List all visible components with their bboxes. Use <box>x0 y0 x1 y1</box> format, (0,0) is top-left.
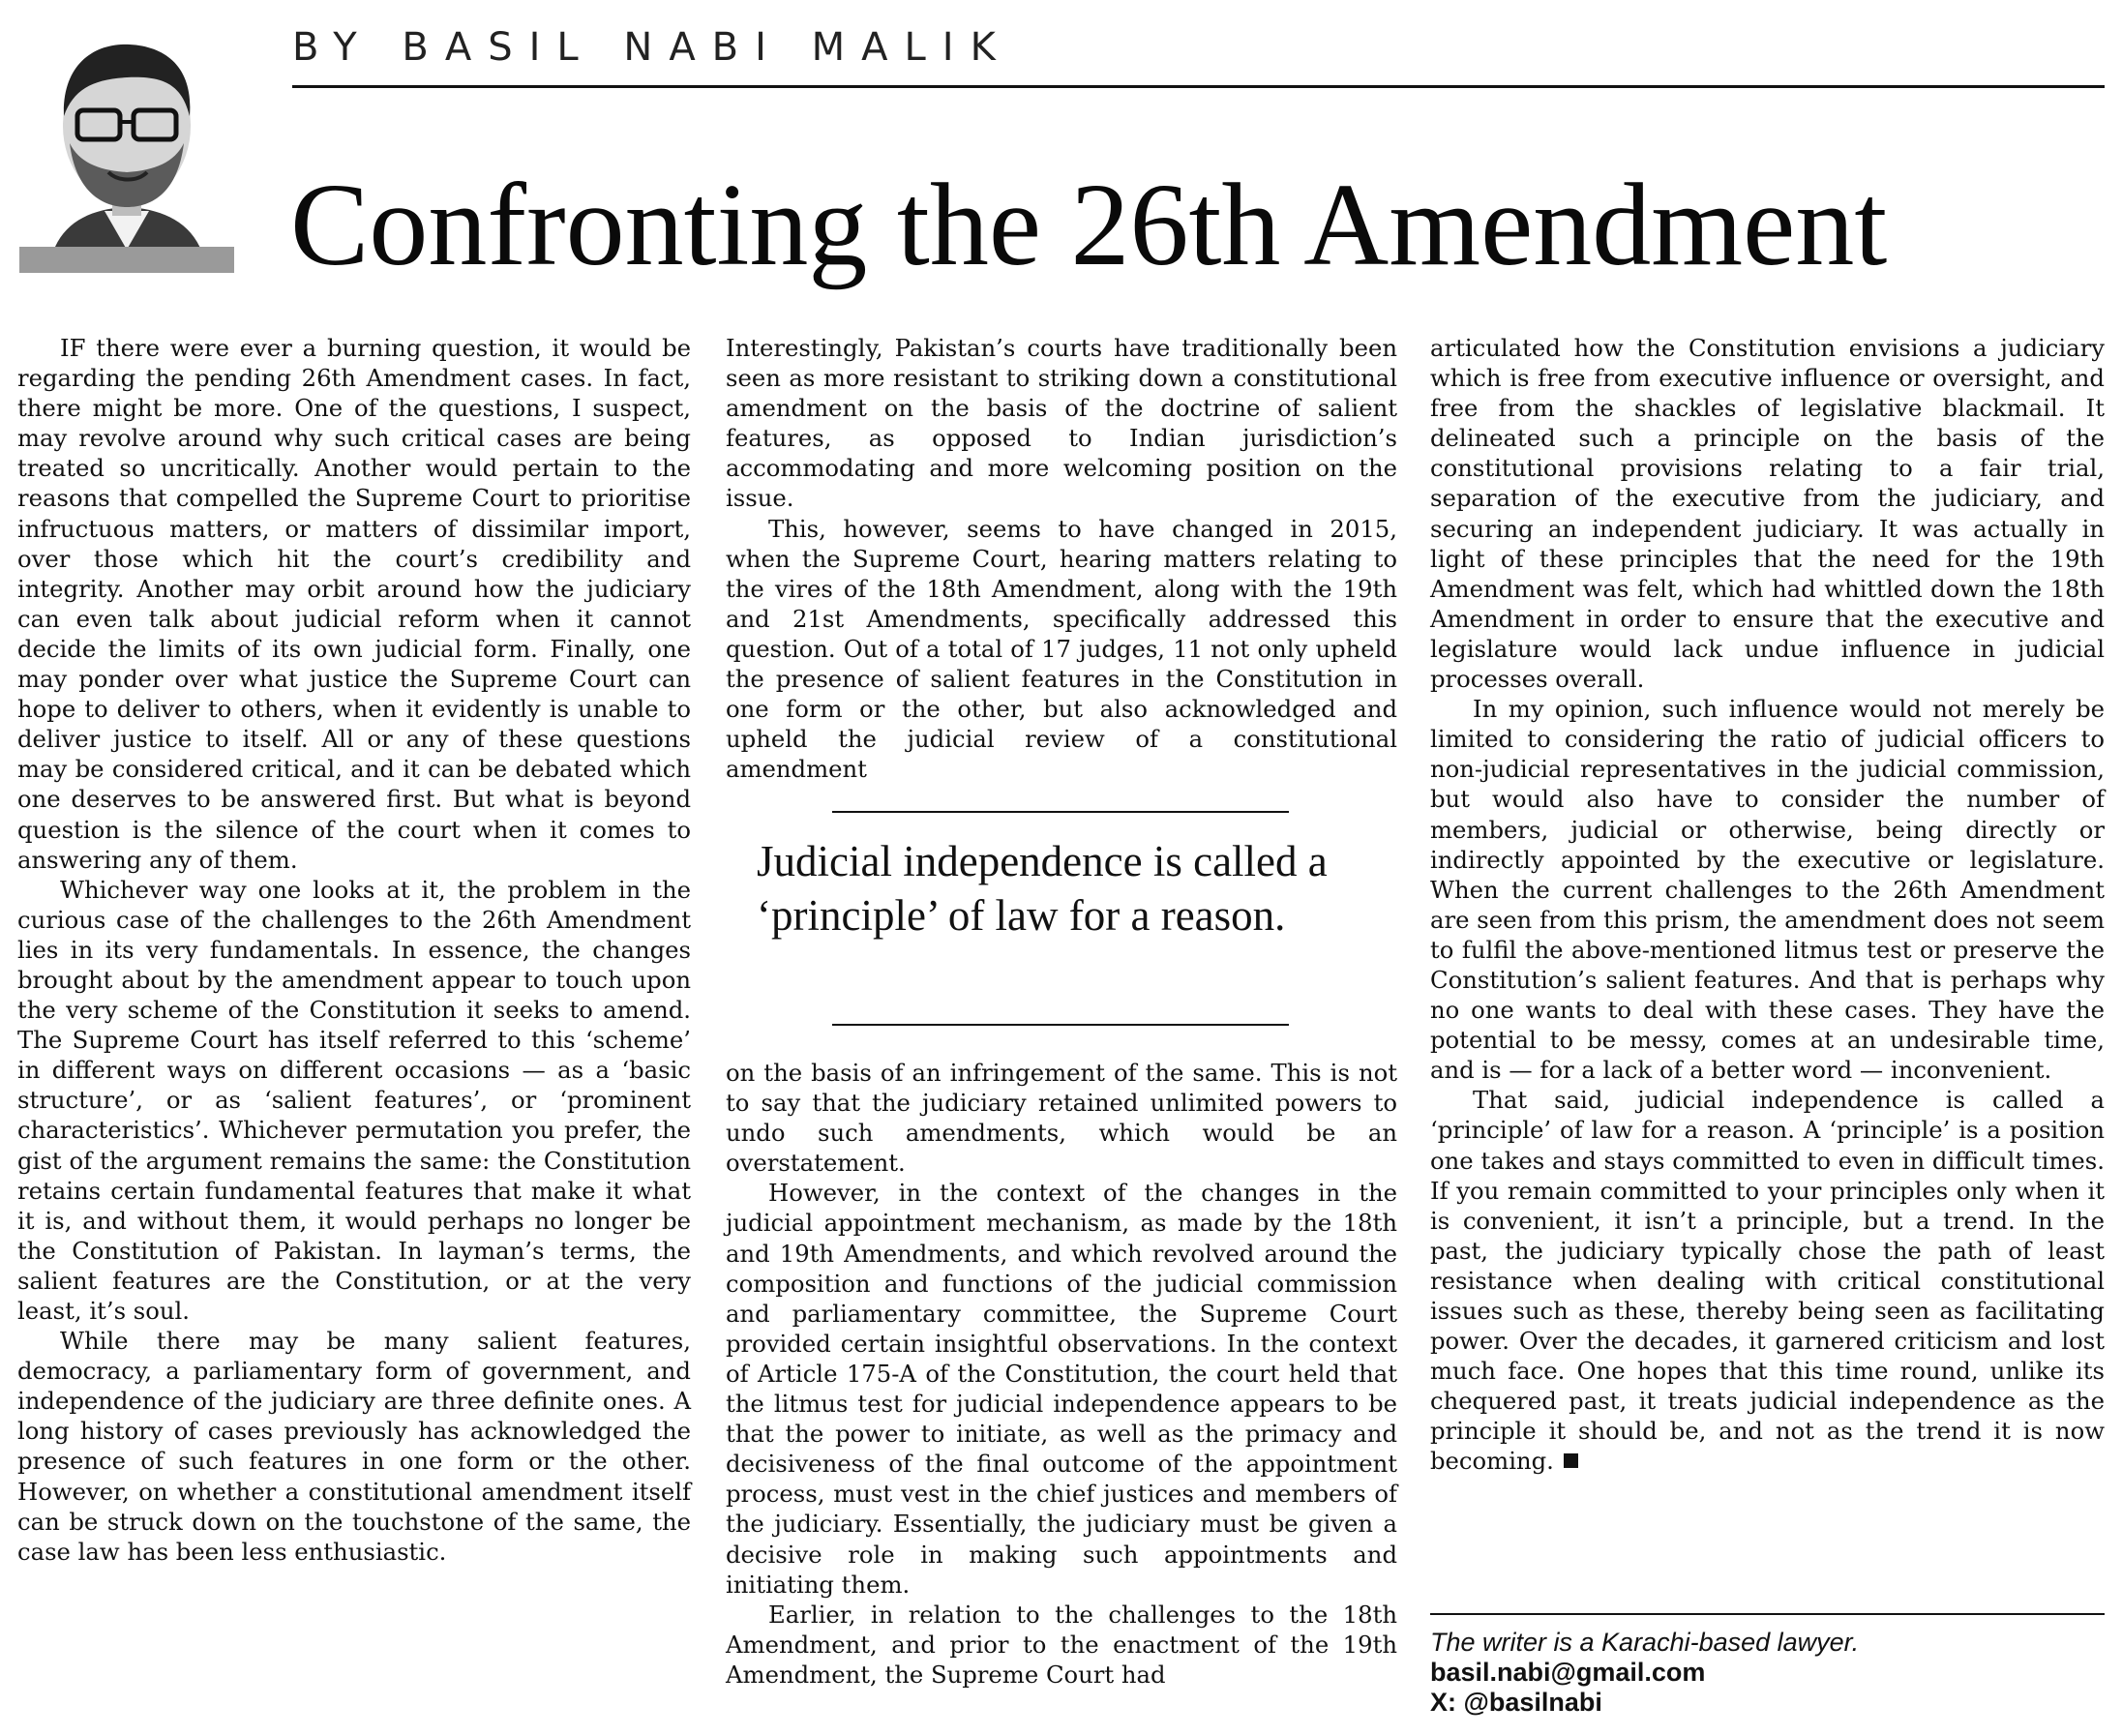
column-1 <box>17 333 691 1567</box>
paragraph: Interestingly, Pakistan’s courts have traditionally been seen as more resistant to striking down a constitutional amendment on the basis of the doctrine of salient features, as opposed to Indian jurisdiction’s accommodating and more welcoming position on the issue. <box>726 334 1397 513</box>
paragraph: IF there were ever a burning question, it would be regarding the pending 26th Amendment cases. In fact, there might be more. One of the questions, I suspect, may revolve around why such critical cases are being treated so uncritically. Another would pertain to the reasons that compelled the Supreme Court to prioritise infructuous matters, or matters of dissimilar import, over those which hit the court’s credibility and integrity. Another may orbit around how the judiciary can even talk about judicial reform when it cannot decide the limits of its own judicial form. Finally, one may ponder over what justice the Supreme Court can hope to deliver to others, when it evidently is unable to deliver justice to itself. All or any of these questions may be considered critical, and it can be debated which one deserves to be answered first. But what is beyond question is the silence of the court when it comes to answering any of them. <box>17 334 691 874</box>
author-email[interactable]: basil.nabi@gmail.com <box>1430 1658 1706 1687</box>
headline: Confronting the 26th Amendment <box>290 160 1888 290</box>
paragraph: Earlier, in relation to the challenges to the 18th Amendment, and prior to the enactment of the 19th Amendment, the Supreme Court had <box>726 1600 1397 1689</box>
pull-quote: Judicial independence is called a ‘principle’ of law for a reason. <box>757 837 1328 940</box>
pull-quote-rule-bottom <box>832 1024 1289 1026</box>
author-social-handle[interactable]: X: @basilnabi <box>1430 1688 1602 1717</box>
pull-quote-rule-top <box>832 811 1289 813</box>
paragraph-text: That said, judicial independence is called a ‘principle’ of law for a reason. A ‘principle’ is a position one takes and stays committed to even in difficult times. If you remain committed to your principles only when it is convenient, it isn’t a principle, but a trend. In the past, the judiciary typically chose the path of least resistance when dealing with critical constitutional issues such as these, thereby being seen as facilitating power. Over the decades, it garnered criticism and lost much face. One hopes that this time round, unlike its chequered past, it treats judicial independence as the principle it should be, and not as the trend it is now becoming. <box>1430 1086 2105 1476</box>
paragraph: In my opinion, such influence would not merely be limited to considering the ratio of judicial officers to non-judicial representatives in the judicial commission, but would also have to consider the number of members, judicial or otherwise, being directly or indirectly appointed by the executive or legislature. When the current challenges to the 26th Amendment are seen from this prism, the amendment does not seem to fulfil the above-mentioned litmus test or preserve the Constitution’s salient features. And that is perhaps why no one wants to deal with these cases. They have the potential to be messy, comes at an undesirable time, and is — for a lack of a better word — inconvenient. <box>1430 695 2105 1085</box>
byline-rule <box>292 85 2105 88</box>
paragraph: While there may be many salient features, democracy, a parliamentary form of government, and independence of the judiciary are three definite ones. A long history of cases previously has acknowledged the presence of such features in one form or the other. However, on whether a constitutional amendment itself can be struck down on the touchstone of the same, the case law has been less enthusiastic. <box>17 1327 691 1566</box>
paragraph: on the basis of an infringement of the same. This is not to say that the judiciary retained unlimited powers to undo such amendments, which would be an overstatement. <box>726 1059 1397 1178</box>
byline: BY BASIL NABI MALIK <box>292 25 1012 70</box>
paragraph: Whichever way one looks at it, the problem in the curious case of the challenges to the 26th Amendment lies in its very fundamentals. In essence, the changes brought about by the amendment appear to touch upon the very scheme of the Constitution it seeks to amend. The Supreme Court has itself referred to this ‘scheme’ in different ways on different occasions — as a ‘basic structure’, or as ‘salient features’, or ‘prominent characteristics’. Whichever permutation you prefer, the gist of the argument remains the same: the Constitution retains certain fundamental features that make it what it is, and without them, it would perhaps no longer be the Constitution of Pakistan. In layman’s terms, the salient features are the Constitution, or at the very least, it’s soul. <box>17 875 691 1325</box>
author-bio: The writer is a Karachi-based lawyer. <box>1430 1628 1860 1657</box>
paragraph: articulated how the Constitution envisions a judiciary which is free from executive influence or oversight, and free from the shackles of legislative blackmail. It delineated such a principle on the basis of the constitutional provisions relating to a fair trial, separation of the executive from the judiciary, and securing an independent judiciary. It was actually in light of these principles that the need for the 19th Amendment was felt, which had whittled down the 18th Amendment in order to ensure that the executive and legislature would lack undue influence in judicial processes overall. <box>1430 334 2105 694</box>
end-mark <box>1564 1453 1578 1468</box>
author-note-rule <box>1430 1613 2105 1615</box>
portrait-shade-bar <box>19 247 234 273</box>
paragraph: This, however, seems to have changed in 2015, when the Supreme Court, hearing matters relating to the vires of the 18th Amendment, along with the 19th and 21st Amendments, specifically addressed this question. Out of a total of 17 judges, 11 not only upheld the presence of salient features in the Constitution in one form or the other, but also acknowledged and upheld the judicial review of a constitutional amendment <box>726 514 1397 784</box>
author-portrait <box>19 27 234 273</box>
paragraph <box>1430 1085 2105 1476</box>
author-note <box>1430 1628 2105 1718</box>
column-3 <box>1430 333 2105 1477</box>
paragraph: However, in the context of the changes in the judicial appointment mechanism, as made by the 18th and 19th Amendments, and which revolved around the composition and functions of the judicial commission and parliamentary committee, the Supreme Court provided certain insightful observations. In the context of Article 175-A of the Constitution, the court held that the litmus test for judicial independence appears to be that the power to initiate, as well as the primacy and decisiveness of the final outcome of the appointment process, must vest in the chief justices and members of the judiciary. Essentially, the judiciary must be given a decisive role in making such appointments and initiating them. <box>726 1179 1397 1599</box>
